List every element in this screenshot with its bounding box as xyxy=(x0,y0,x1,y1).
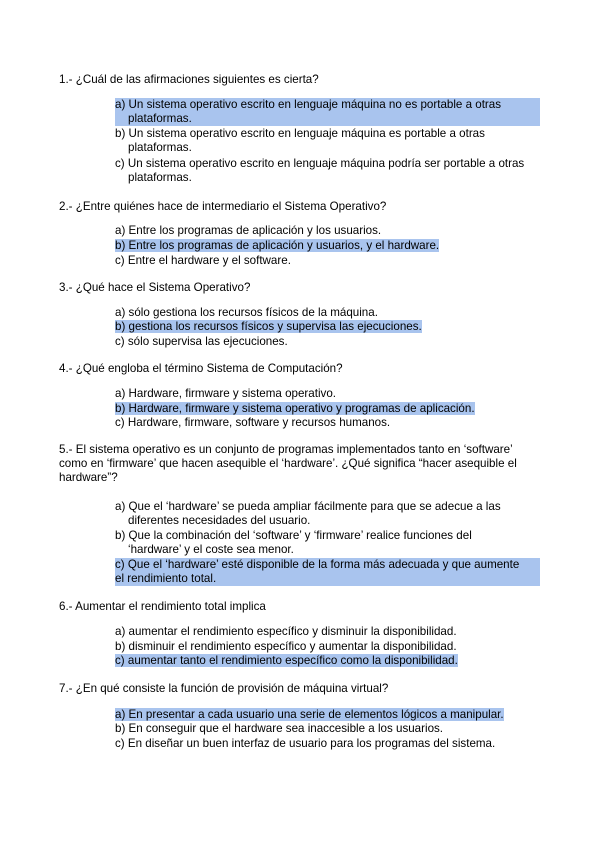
option-line: c) Entre el hardware y el software. xyxy=(115,254,291,267)
option-line: c) Hardware, firmware, software y recursos humanos. xyxy=(115,416,391,429)
question-6-option-c xyxy=(115,654,540,668)
option-line: b) disminuir el rendimiento específico y aumentar la disponibilidad. xyxy=(115,640,457,653)
question-text: 7.- ¿En qué consiste la función de provisión de máquina virtual? xyxy=(59,682,389,695)
question-2-prompt xyxy=(59,200,559,214)
question-2-option-a xyxy=(115,224,540,238)
question-3-option-c xyxy=(115,335,540,349)
question-5-option-a xyxy=(115,500,525,528)
question-4-option-c xyxy=(115,416,540,430)
option-line: a) Hardware, firmware y sistema operativo. xyxy=(115,387,336,400)
option-line: plataformas. xyxy=(128,112,192,125)
question-6-option-b xyxy=(115,640,540,654)
option-line: diferentes necesidades del usuario. xyxy=(128,514,311,527)
question-2-option-b xyxy=(115,239,540,253)
option-line: b) Que la combinación del ‘software’ y ‘firmware’ realice funciones del xyxy=(115,529,472,542)
question-4-option-b xyxy=(115,402,540,416)
question-3-option-b xyxy=(115,320,540,334)
option-line: a) Un sistema operativo escrito en lenguaje máquina no es portable a otras xyxy=(115,98,502,111)
highlighted-answer: a) En presentar a cada usuario una serie de elementos lógicos a manipular. xyxy=(115,708,504,721)
question-1-option-a xyxy=(115,98,540,126)
question-text: 2.- ¿Entre quiénes hace de intermediario el Sistema Operativo? xyxy=(59,200,387,213)
question-7-option-c xyxy=(115,737,540,751)
question-6-prompt xyxy=(59,600,559,614)
highlighted-answer: b) Hardware, firmware y sistema operativo y programas de aplicación. xyxy=(115,402,475,415)
question-7-option-a xyxy=(115,708,540,722)
question-1-option-c xyxy=(115,157,540,185)
question-text: 1.- ¿Cuál de las afirmaciones siguientes es cierta? xyxy=(59,73,319,86)
question-text: como en ‘firmware’ que hacen asequible el ‘hardware’. ¿Qué significa “hacer asequible el xyxy=(59,457,517,470)
option-line: c) Un sistema operativo escrito en lenguaje máquina podría ser portable a otras xyxy=(115,157,525,170)
question-4-option-a xyxy=(115,387,540,401)
option-line: el rendimiento total. xyxy=(115,572,217,585)
question-5-option-b xyxy=(115,529,525,557)
question-3-option-a xyxy=(115,306,540,320)
highlighted-answer xyxy=(115,558,540,586)
option-line: b) En conseguir que el hardware sea inaccesible a los usuarios. xyxy=(115,722,444,735)
question-7-option-b xyxy=(115,722,540,736)
option-line: a) Que el ‘hardware’ se pueda ampliar fácilmente para que se adecue a las xyxy=(115,500,501,513)
highlighted-answer: b) Entre los programas de aplicación y usuarios, y el hardware. xyxy=(115,239,440,252)
question-text: 6.- Aumentar el rendimiento total implica xyxy=(59,600,266,613)
highlighted-answer xyxy=(115,98,540,126)
option-line: c) En diseñar un buen interfaz de usuario para los programas del sistema. xyxy=(115,737,496,750)
question-2-option-c xyxy=(115,254,540,268)
option-line: a) sólo gestiona los recursos físicos de la máquina. xyxy=(115,306,378,319)
question-1-option-b xyxy=(115,127,540,155)
option-line: a) aumentar el rendimiento específico y disminuir la disponibilidad. xyxy=(115,625,457,638)
question-text: 5.- El sistema operativo es un conjunto de programas implementados tanto en ‘software’ xyxy=(59,443,513,456)
question-5-prompt xyxy=(59,443,549,485)
question-7-prompt xyxy=(59,682,559,696)
option-line: plataformas. xyxy=(128,171,192,184)
question-5-option-c xyxy=(115,558,540,586)
question-4-prompt xyxy=(59,362,559,376)
option-line: plataformas. xyxy=(128,141,192,154)
question-6-option-a xyxy=(115,625,540,639)
option-line: c) Que el ‘hardware’ esté disponible de la forma más adecuada y que aumente xyxy=(115,558,520,571)
question-1-prompt xyxy=(59,73,559,87)
option-line: a) Entre los programas de aplicación y los usuarios. xyxy=(115,224,382,237)
option-line: c) sólo supervisa las ejecuciones. xyxy=(115,335,288,348)
question-3-prompt xyxy=(59,281,559,295)
option-line: ‘hardware’ y el coste sea menor. xyxy=(128,543,294,556)
option-line: b) Un sistema operativo escrito en lenguaje máquina es portable a otras xyxy=(115,127,485,140)
highlighted-answer: b) gestiona los recursos físicos y supervisa las ejecuciones. xyxy=(115,320,422,333)
question-text: 3.- ¿Qué hace el Sistema Operativo? xyxy=(59,281,251,294)
highlighted-answer: c) aumentar tanto el rendimiento específico como la disponibilidad. xyxy=(115,654,458,667)
question-text: hardware”? xyxy=(59,471,118,484)
question-text: 4.- ¿Qué engloba el término Sistema de Computación? xyxy=(59,362,343,375)
